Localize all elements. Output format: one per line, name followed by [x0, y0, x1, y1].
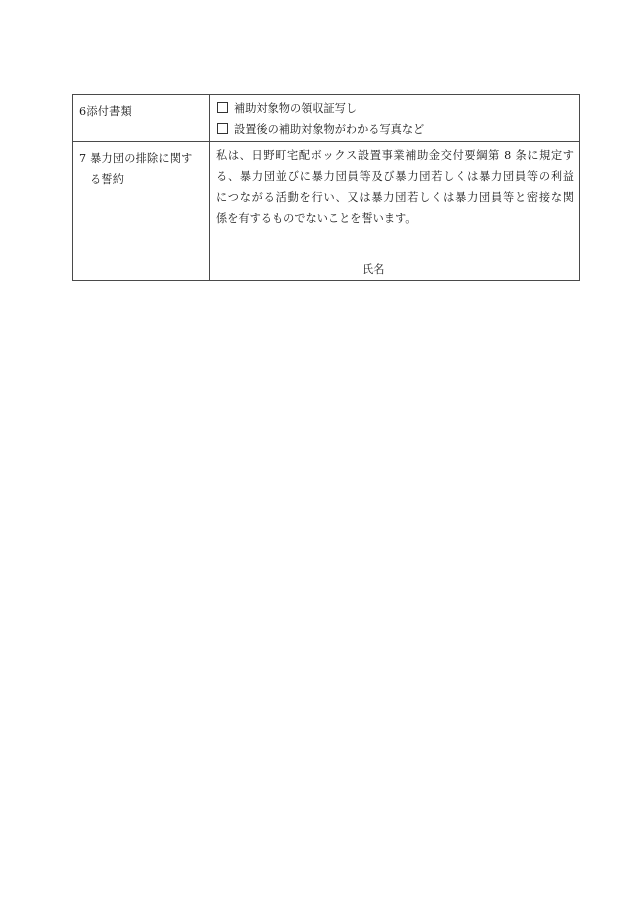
attachment-item	[217, 98, 575, 119]
pledge-label-line: 7 暴力団の排除に関す	[79, 152, 193, 165]
pledge-text-line: につながる活動を行い、又は暴力団若しくは暴力団員等と密接な関	[216, 191, 574, 204]
attachments-label: 6添付書類	[79, 105, 132, 118]
attachments-label-cell	[73, 95, 210, 142]
pledge-label-cell	[73, 142, 210, 281]
pledge-content	[210, 142, 579, 280]
pledge-label	[73, 142, 209, 190]
attachments-row	[73, 95, 580, 142]
attachments-content-cell	[210, 95, 580, 142]
pledge-text-line: る、暴力団並びに暴力団員等及び暴力団若しくは暴力団員等の利益	[216, 170, 574, 183]
pledge-text-line: 私は、日野町宅配ボックス設置事業補助金交付要綱第 8 条に規定す	[216, 149, 574, 162]
attachments-list	[210, 95, 579, 140]
attachment-item-label: 設置後の補助対象物がわかる写真など	[234, 123, 425, 136]
attachment-checkbox-photo[interactable]	[217, 123, 228, 134]
pledge-text	[210, 142, 579, 229]
application-form-table	[72, 94, 580, 281]
attachment-checkbox-receipt[interactable]	[217, 102, 228, 113]
attachment-item-label: 補助対象物の領収証写し	[234, 102, 358, 115]
pledge-row	[73, 142, 580, 281]
attachment-item	[217, 119, 575, 140]
pledge-text-line: 係を有するものでないことを誓います。	[216, 212, 417, 225]
pledge-label-line: る誓約	[90, 173, 125, 186]
signature-label: 氏名	[362, 263, 385, 276]
pledge-content-cell	[210, 142, 580, 281]
